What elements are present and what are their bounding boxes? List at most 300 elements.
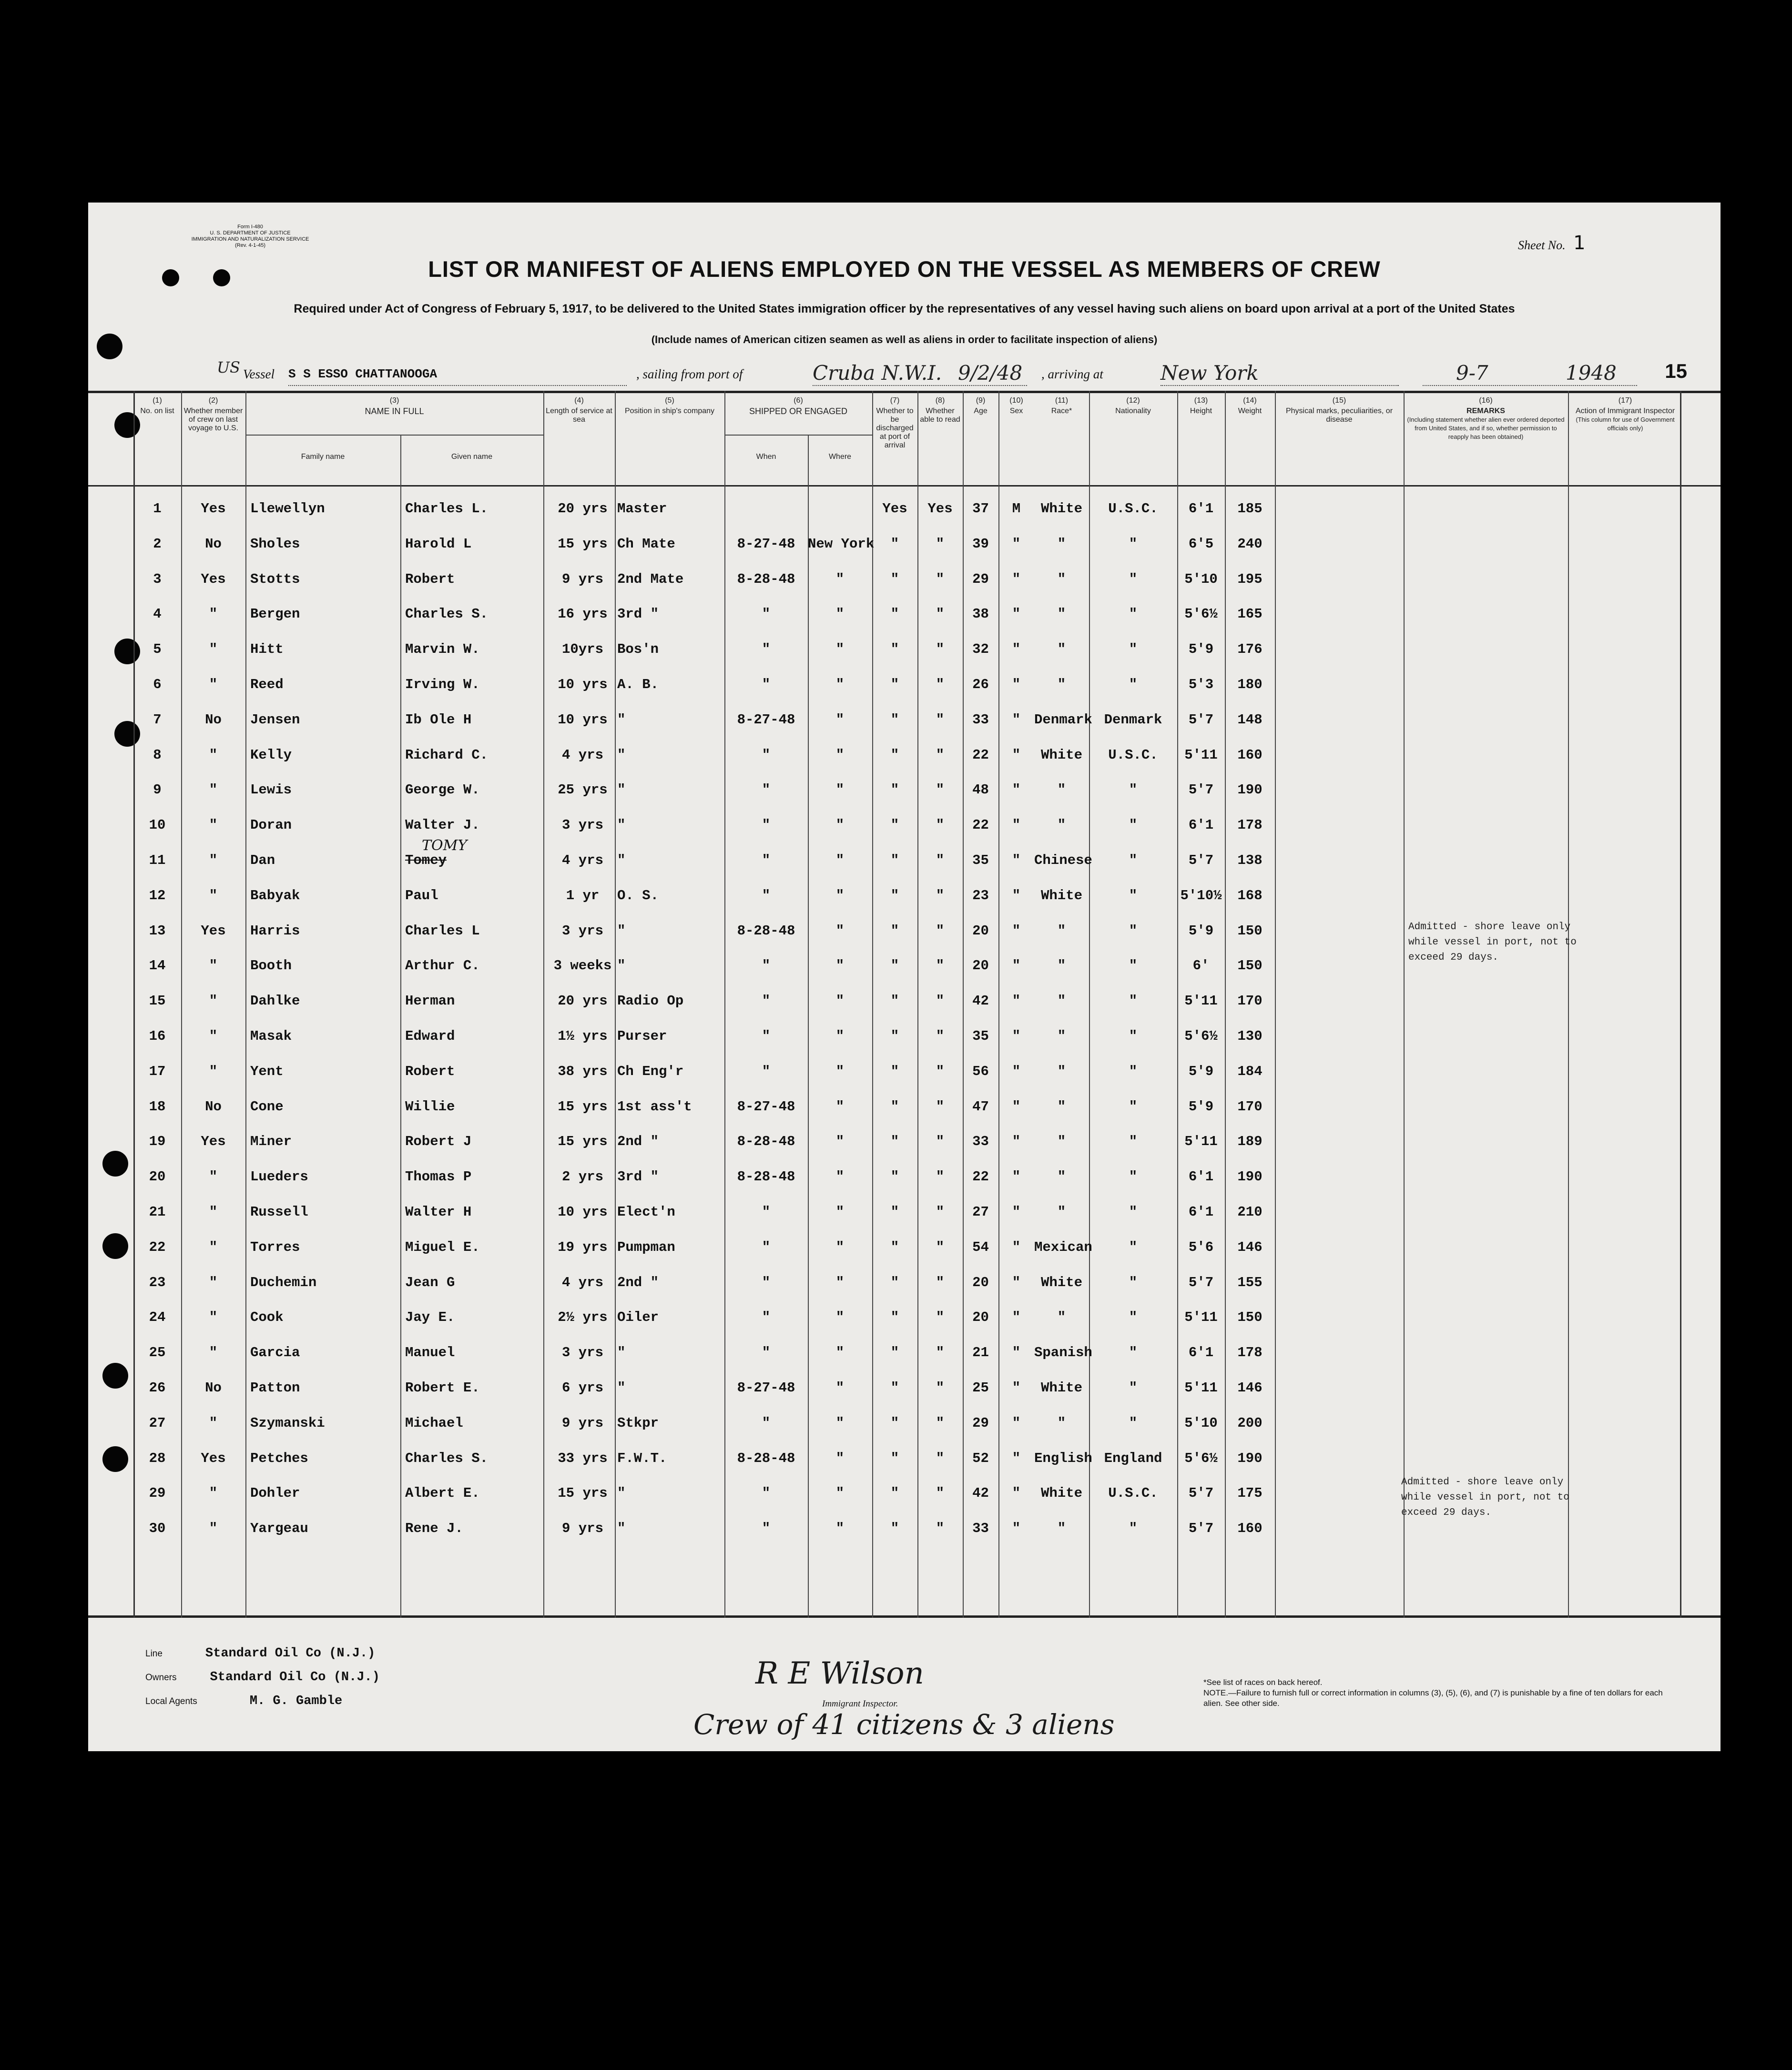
cell-sex: " <box>1012 606 1021 622</box>
cell-service: 2½ yrs <box>558 1309 608 1326</box>
cell-read: " <box>936 747 945 763</box>
cell-read: " <box>936 536 945 552</box>
cell-race: White <box>1040 501 1082 517</box>
cell-age: 54 <box>972 1239 989 1255</box>
cell-no: 30 <box>149 1521 166 1537</box>
cell-nat: " <box>1129 1239 1138 1255</box>
cell-no: 8 <box>153 747 162 763</box>
cell-age: 23 <box>972 887 989 903</box>
cell-position: Stkpr <box>617 1415 659 1431</box>
form-number: Form I-480 <box>237 224 263 230</box>
cell-age: 20 <box>972 1309 989 1326</box>
cell-height: 5'7 <box>1188 1521 1214 1537</box>
cell-family: Jensen <box>250 711 300 728</box>
cell-when: " <box>762 1204 771 1220</box>
cell-read: Yes <box>927 501 953 517</box>
table-row <box>88 1192 1721 1227</box>
cell-when: " <box>762 747 771 763</box>
cell-service: 3 weeks <box>553 958 612 974</box>
cell-sex: " <box>1012 993 1021 1009</box>
cell-weight: 180 <box>1237 677 1263 692</box>
cell-given-correction: TOMY <box>422 837 468 854</box>
cell-no: 1 <box>153 501 162 517</box>
table-row <box>88 1438 1721 1473</box>
cell-when: " <box>762 1028 771 1044</box>
cell-weight: 146 <box>1237 1239 1263 1255</box>
cell-nat: " <box>1129 782 1138 798</box>
cell-service: 20 yrs <box>558 501 608 517</box>
cell-height: 6'1 <box>1188 1204 1214 1220</box>
cell-weight: 130 <box>1237 1028 1263 1044</box>
cell-no: 12 <box>149 887 166 903</box>
cell-race: " <box>1057 536 1066 552</box>
manifest-sheet <box>88 203 1721 1751</box>
cell-read: " <box>936 1239 945 1255</box>
cell-given: Robert J <box>405 1134 472 1150</box>
cell-where: " <box>835 1274 845 1290</box>
cell-age: 22 <box>972 747 989 763</box>
cell-service: 10yrs <box>561 641 603 658</box>
cell-nat: " <box>1129 641 1138 658</box>
form-reference <box>179 224 322 249</box>
cell-when: " <box>762 1415 771 1431</box>
cell-when: " <box>762 782 771 798</box>
cell-when: 8-28-48 <box>737 1450 795 1466</box>
cell-position: A. B. <box>617 677 659 692</box>
cell-where: " <box>835 1415 845 1431</box>
table-row <box>88 1121 1721 1157</box>
cell-position: Oiler <box>617 1309 659 1326</box>
cell-when: " <box>762 641 771 658</box>
cell-race: " <box>1057 1204 1066 1220</box>
cell-sex: " <box>1012 887 1021 903</box>
cell-crew: " <box>209 852 218 868</box>
cell-weight: 190 <box>1237 782 1263 798</box>
cell-weight: 168 <box>1237 887 1263 903</box>
cell-weight: 146 <box>1237 1380 1263 1396</box>
cell-sex: " <box>1012 1028 1021 1044</box>
cell-when: " <box>762 1309 771 1326</box>
cell-sex: M <box>1012 501 1021 517</box>
cell-sex: " <box>1012 1239 1021 1255</box>
cell-age: 29 <box>972 571 989 587</box>
cell-given: Arthur C. <box>405 958 480 974</box>
cell-disch: " <box>890 1274 899 1290</box>
cell-read: " <box>936 1450 945 1466</box>
cell-age: 52 <box>972 1450 989 1466</box>
cell-no: 4 <box>153 606 162 622</box>
table-row <box>88 1086 1721 1122</box>
cell-nat: " <box>1129 1274 1138 1290</box>
cell-nat: " <box>1129 1134 1138 1150</box>
cell-service: 19 yrs <box>558 1239 608 1255</box>
cell-when: " <box>762 993 771 1009</box>
cell-given: Willie <box>405 1098 455 1115</box>
cell-height: 5'11 <box>1184 1134 1218 1150</box>
header-sex: (10) Sex <box>1009 396 1023 415</box>
cell-disch: " <box>890 641 899 658</box>
cell-height: 5'9 <box>1188 923 1214 939</box>
cell-sex: " <box>1012 1450 1021 1466</box>
cell-disch: " <box>890 1028 899 1044</box>
arriving-label: , arriving at <box>1041 367 1103 381</box>
cell-crew: Yes <box>201 571 226 587</box>
table-row <box>88 629 1721 664</box>
cell-crew: " <box>209 1239 218 1255</box>
cell-no: 15 <box>149 993 166 1009</box>
cell-disch: " <box>890 1063 899 1079</box>
cell-height: 5'3 <box>1188 677 1214 692</box>
cell-given: Jay E. <box>405 1309 455 1326</box>
cell-sex: " <box>1012 711 1021 728</box>
cell-service: 15 yrs <box>558 1485 608 1502</box>
cell-where: " <box>835 1450 845 1466</box>
cell-sex: " <box>1012 1415 1021 1431</box>
cell-given: Ib Ole H <box>405 711 472 728</box>
departure-date: 9/2/48 <box>958 361 1023 385</box>
cell-disch: " <box>890 1485 899 1502</box>
header-shipped: (6) SHIPPED OR ENGAGED <box>749 396 848 416</box>
cell-age: 20 <box>972 958 989 974</box>
cell-where: " <box>835 1309 845 1326</box>
cell-weight: 189 <box>1237 1134 1263 1150</box>
cell-height: 5'6½ <box>1184 1028 1218 1044</box>
cell-where: " <box>835 711 845 728</box>
cell-position: " <box>617 817 626 833</box>
cell-where: " <box>835 677 845 692</box>
header-race: (11) Race* <box>1051 396 1072 415</box>
cell-service: 9 yrs <box>561 571 603 587</box>
cell-position: " <box>617 958 626 974</box>
table-row <box>88 488 1721 524</box>
cell-disch: " <box>890 1521 899 1537</box>
cell-when: " <box>762 1521 771 1537</box>
cell-read: " <box>936 887 945 903</box>
remark-petches-text: Admitted - shore leave only while vessel in port, not to exceed 29 days. <box>1401 1477 1569 1518</box>
cell-nat: " <box>1129 1063 1138 1079</box>
cell-disch: " <box>890 711 899 728</box>
cell-where: " <box>835 1485 845 1502</box>
cell-weight: 150 <box>1237 1309 1263 1326</box>
cell-sex: " <box>1012 536 1021 552</box>
cell-nat: " <box>1129 923 1138 939</box>
footer-owners: Owners Standard Oil Co (N.J.) <box>145 1670 380 1684</box>
header-name: (3) NAME IN FULL <box>365 396 424 416</box>
cell-disch: " <box>890 1098 899 1115</box>
cell-family: Russell <box>250 1204 308 1220</box>
cell-age: 33 <box>972 1521 989 1537</box>
cell-given: Rene J. <box>405 1521 463 1537</box>
header-physical-marks: (15) Physical marks, peculiarities, or disease <box>1285 396 1393 424</box>
cell-given: Albert E. <box>405 1485 480 1502</box>
cell-crew: " <box>209 1521 218 1537</box>
cell-disch: " <box>890 606 899 622</box>
table-row <box>88 875 1721 911</box>
cell-crew: No <box>205 711 222 728</box>
cell-read: " <box>936 1098 945 1115</box>
cell-when: 8-28-48 <box>737 923 795 939</box>
cell-race: White <box>1040 1274 1082 1290</box>
cell-given: Thomas P <box>405 1169 472 1185</box>
cell-where: " <box>835 1028 845 1044</box>
cell-family: Dohler <box>250 1485 300 1502</box>
cell-weight: 200 <box>1237 1415 1263 1431</box>
header-when: When <box>756 453 776 461</box>
inspector-signature: R E Wilson <box>755 1656 924 1691</box>
cell-disch: " <box>890 1345 899 1361</box>
cell-weight: 195 <box>1237 571 1263 587</box>
cell-no: 20 <box>149 1169 166 1185</box>
cell-given: Charles S. <box>405 606 489 622</box>
cell-family: Babyak <box>250 887 300 903</box>
cell-position: " <box>617 1345 626 1361</box>
cell-age: 22 <box>972 817 989 833</box>
cell-disch: " <box>890 1450 899 1466</box>
cell-read: " <box>936 852 945 868</box>
cell-disch: " <box>890 887 899 903</box>
cell-family: Dahlke <box>250 993 300 1009</box>
cell-service: 15 yrs <box>558 536 608 552</box>
cell-family: Cook <box>250 1309 284 1326</box>
cell-where: " <box>835 1239 845 1255</box>
header-read: (8) Whether able to read <box>920 396 960 424</box>
form-revision: (Rev. 4-1-45) <box>235 243 265 248</box>
cell-family: Harris <box>250 923 300 939</box>
departure-port: Cruba N.W.I. <box>813 361 942 385</box>
cell-nat: " <box>1129 677 1138 692</box>
cell-family: Reed <box>250 677 284 692</box>
cell-read: " <box>936 923 945 939</box>
cell-no: 26 <box>149 1380 166 1396</box>
cell-nat: England <box>1104 1450 1162 1466</box>
cell-crew: Yes <box>201 501 226 517</box>
cell-family: Booth <box>250 958 292 974</box>
cell-service: 33 yrs <box>558 1450 608 1466</box>
table-row <box>88 594 1721 629</box>
cell-nat: " <box>1129 852 1138 868</box>
cell-crew: " <box>209 1204 218 1220</box>
sheet-label: Sheet No. <box>1518 238 1566 252</box>
cell-where: " <box>835 887 845 903</box>
cell-nat: " <box>1129 571 1138 587</box>
header-remarks: (16) REMARKS (Including statement whether alien ever ordered deported from United States, and if so, whether permission to reapply has been obtained) <box>1407 396 1565 440</box>
cell-given: Herman <box>405 993 455 1009</box>
cell-weight: 170 <box>1237 1098 1263 1115</box>
cell-position: Elect'n <box>617 1204 675 1220</box>
cell-race: " <box>1057 817 1066 833</box>
cell-sex: " <box>1012 923 1021 939</box>
cell-nat: " <box>1129 1380 1138 1396</box>
cell-sex: " <box>1012 1098 1021 1115</box>
cell-race: " <box>1057 993 1066 1009</box>
cell-read: " <box>936 1380 945 1396</box>
cell-family: Masak <box>250 1028 292 1044</box>
cell-sex: " <box>1012 1204 1021 1220</box>
cell-when: " <box>762 1345 771 1361</box>
cell-disch: Yes <box>882 501 907 517</box>
cell-read: " <box>936 817 945 833</box>
cell-read: " <box>936 1485 945 1502</box>
cell-given: Robert <box>405 571 455 587</box>
act-statement: Required under Act of Congress of February 5, 1917, to be delivered to the United States immigration officer by the representatives of any vessel having such aliens on board upon arrival at a port of the United States <box>294 302 1515 315</box>
cell-race: White <box>1040 1485 1082 1502</box>
cell-race: " <box>1057 1134 1066 1150</box>
cell-disch: " <box>890 747 899 763</box>
cell-height: 5'11 <box>1184 1380 1218 1396</box>
cell-disch: " <box>890 1380 899 1396</box>
cell-given: George W. <box>405 782 480 798</box>
cell-sex: " <box>1012 817 1021 833</box>
cell-family: Cone <box>250 1098 284 1115</box>
cell-where: New York <box>808 536 875 552</box>
cell-family: Duchemin <box>250 1274 317 1290</box>
table-row <box>88 1403 1721 1438</box>
cell-height: 6'1 <box>1188 817 1214 833</box>
cell-where: " <box>835 817 845 833</box>
arrival-year: 1948 <box>1566 361 1617 385</box>
cell-where: " <box>835 1380 845 1396</box>
cell-weight: 210 <box>1237 1204 1263 1220</box>
cell-no: 14 <box>149 958 166 974</box>
cell-no: 18 <box>149 1098 166 1115</box>
cell-position: O. S. <box>617 887 659 903</box>
service-name: IMMIGRATION AND NATURALIZATION SERVICE <box>191 236 309 242</box>
cell-read: " <box>936 641 945 658</box>
cell-family: Doran <box>250 817 292 833</box>
cell-height: 5'7 <box>1188 1485 1214 1502</box>
cell-given: Charles L <box>405 923 480 939</box>
cell-no: 11 <box>149 852 166 868</box>
cell-family: Szymanski <box>250 1415 325 1431</box>
cell-family: Sholes <box>250 536 300 552</box>
table-row <box>88 1332 1721 1368</box>
cell-no: 29 <box>149 1485 166 1502</box>
arrival-date: 9-7 <box>1456 361 1488 385</box>
cell-nat: " <box>1129 1309 1138 1326</box>
cell-when: 8-27-48 <box>737 711 795 728</box>
cell-when: " <box>762 817 771 833</box>
cell-no: 17 <box>149 1063 166 1079</box>
cell-position: " <box>617 747 626 763</box>
cell-given: Manuel <box>405 1345 455 1361</box>
cell-family: Garcia <box>250 1345 300 1361</box>
vessel-label: Vessel <box>243 367 275 381</box>
cell-position: 2nd " <box>617 1134 659 1150</box>
cell-where: " <box>835 1521 845 1537</box>
cell-when: " <box>762 1239 771 1255</box>
cell-when: " <box>762 1063 771 1079</box>
cell-height: 5'10½ <box>1180 887 1222 903</box>
cell-crew: " <box>209 993 218 1009</box>
cell-crew: " <box>209 677 218 692</box>
cell-position: 2nd " <box>617 1274 659 1290</box>
cell-race: White <box>1040 887 1082 903</box>
cell-position: Radio Op <box>617 993 684 1009</box>
cell-nat: " <box>1129 1415 1138 1431</box>
table-row <box>88 735 1721 770</box>
cell-crew: " <box>209 1485 218 1502</box>
cell-sex: " <box>1012 677 1021 692</box>
cell-family: Kelly <box>250 747 292 763</box>
footnote: *See list of races on back hereof. NOTE.—Failure to furnish full or correct information in columns (3), (5), (6), and (7) is punishable by a fine of ten dollars for each alien. See other side. <box>1203 1678 1663 1708</box>
cell-age: 21 <box>972 1345 989 1361</box>
crew-table <box>88 391 1721 1818</box>
cell-height: 6' <box>1192 958 1210 974</box>
cell-given: Tomey <box>405 852 447 868</box>
header-discharged: (7) Whether to be discharged at port of arrival <box>876 396 914 449</box>
cell-when: " <box>762 677 771 692</box>
cell-service: 9 yrs <box>561 1521 603 1537</box>
cell-height: 5'7 <box>1188 782 1214 798</box>
cell-race: " <box>1057 606 1066 622</box>
cell-family: Yent <box>250 1063 284 1079</box>
department-name: U. S. DEPARTMENT OF JUSTICE <box>210 230 291 236</box>
cell-height: 6'1 <box>1188 1169 1214 1185</box>
cell-where: " <box>835 1063 845 1079</box>
cell-when: 8-27-48 <box>737 536 795 552</box>
cell-height: 6'1 <box>1188 1345 1214 1361</box>
cell-weight: 178 <box>1237 817 1263 833</box>
cell-when: " <box>762 958 771 974</box>
cell-crew: " <box>209 1415 218 1431</box>
cell-crew: " <box>209 1309 218 1326</box>
cell-disch: " <box>890 1309 899 1326</box>
cell-height: 5'7 <box>1188 711 1214 728</box>
cell-age: 48 <box>972 782 989 798</box>
cell-family: Yargeau <box>250 1521 308 1537</box>
cell-race: Spanish <box>1034 1345 1092 1361</box>
cell-service: 15 yrs <box>558 1098 608 1115</box>
cell-age: 47 <box>972 1098 989 1115</box>
table-row <box>88 524 1721 559</box>
cell-when: " <box>762 1274 771 1290</box>
cell-weight: 155 <box>1237 1274 1263 1290</box>
cell-nat: " <box>1129 1098 1138 1115</box>
cell-position: " <box>617 711 626 728</box>
cell-position: Pumpman <box>617 1239 675 1255</box>
cell-position: " <box>617 923 626 939</box>
cell-disch: " <box>890 1169 899 1185</box>
cell-disch: " <box>890 1204 899 1220</box>
cell-where: " <box>835 993 845 1009</box>
cell-service: 10 yrs <box>558 711 608 728</box>
cell-position: " <box>617 1380 626 1396</box>
cell-read: " <box>936 1204 945 1220</box>
cell-nat: " <box>1129 1521 1138 1537</box>
cell-given: Robert E. <box>405 1380 480 1396</box>
cell-position: Bos'n <box>617 641 659 658</box>
cell-disch: " <box>890 993 899 1009</box>
cell-race: " <box>1057 1521 1066 1537</box>
sheet-value: 1 <box>1573 232 1586 254</box>
cell-age: 38 <box>972 606 989 622</box>
cell-crew: " <box>209 1274 218 1290</box>
cell-where: " <box>835 923 845 939</box>
cell-position: " <box>617 1485 626 1502</box>
cell-service: 3 yrs <box>561 817 603 833</box>
cell-nat: " <box>1129 993 1138 1009</box>
cell-position: " <box>617 782 626 798</box>
cell-nat: U.S.C. <box>1108 501 1158 517</box>
cell-race: White <box>1040 747 1082 763</box>
cell-sex: " <box>1012 1134 1021 1150</box>
cell-sex: " <box>1012 1521 1021 1537</box>
cell-crew: " <box>209 782 218 798</box>
cell-read: " <box>936 1415 945 1431</box>
table-row <box>88 1157 1721 1192</box>
cell-crew: " <box>209 606 218 622</box>
cell-no: 21 <box>149 1204 166 1220</box>
